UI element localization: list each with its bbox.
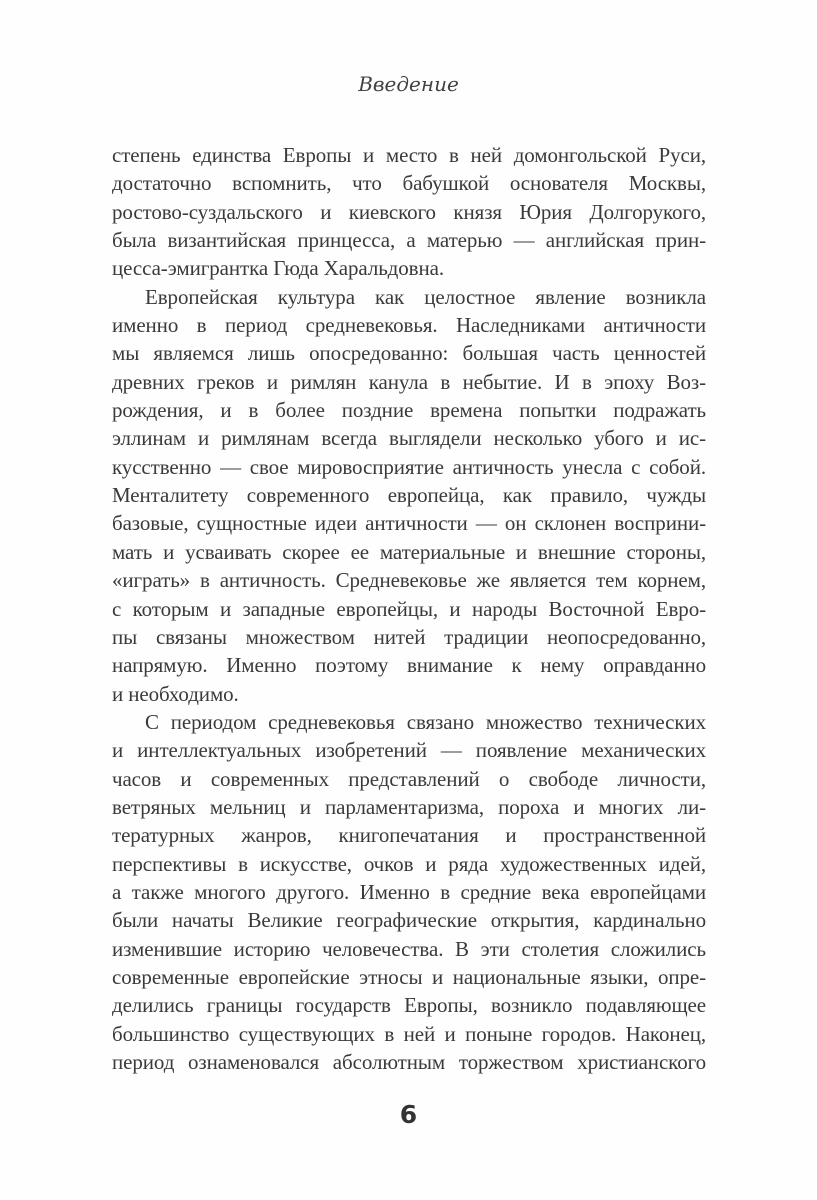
text-line: напрямую. Именно поэтому внимание к нему оправданно [112,653,706,678]
text-line: Европейская культура как целостное явление возникла [145,284,706,309]
text-line: древних греков и римлян канула в небытие. И в эпоху Воз- [112,369,706,394]
text-line: ростово-суздальского и киевского князя Юрия Долгорукого, [112,199,706,224]
text-line: тературных жанров, книгопечатания и пространственной [112,823,706,848]
text-line: большинство существующих в ней и поныне городов. Наконец, [112,1021,706,1046]
text-line: степень единства Европы и место в ней домонгольской Руси, [112,143,706,167]
text-line: были начаты Великие географические открытия, кардинально [112,908,706,933]
text-line: мать и усваивать скорее ее материальные и внешние стороны, [112,539,706,564]
text-line: делились границы государств Европы, возникло подавляющее [112,993,706,1018]
text-line: Менталитету современного европейца, как правило, чужды [112,483,706,508]
text-line: часов и современных представлений о свободе личности, [112,766,706,791]
chapter-running-header: Введение [358,72,459,96]
text-line: а также многого другого. Именно в средние века европейцами [112,879,706,904]
paragraph [112,283,706,708]
text-line: мы являемся лишь опосредованно: большая часть ценностей [112,341,706,366]
text-line: «играть» в античность. Средневековье же является тем корнем, [112,568,706,593]
text-line: цесса-эмигрантка Гюда Харальдовна. [112,256,444,281]
text-line: с которым и западные европейцы, и народы Восточной Евро- [112,596,706,621]
text-line: и необходимо. [112,681,239,706]
text-line: достаточно вспомнить, что бабушкой основателя Москвы, [112,171,706,196]
text-line: была византийская принцесса, а матерью — английская прин- [112,228,706,253]
text-line: пы связаны множеством нитей традиции неопосредованно, [112,624,706,649]
body-text-block [112,141,706,1076]
text-line: рождения, и в более поздние времена попытки подражать [112,398,706,423]
text-line: и интеллектуальных изобретений — появление механических [112,738,706,763]
text-line: С периодом средневековья связано множество технических [145,709,706,734]
text-line: изменившие историю человечества. В эти столетия сложились [112,936,706,961]
text-line: базовые, сущностные идеи античности — он склонен восприни- [112,511,706,536]
text-line: перспективы в искусстве, очков и ряда художественных идей, [112,851,706,876]
text-line: именно в период средневековья. Наследниками античности [112,313,706,338]
paragraph [112,141,706,283]
paragraph [112,708,706,1076]
text-line: кусственно — свое мировосприятие античность унесла с собой. [112,454,706,479]
text-line: современные европейские этносы и национальные языки, опре- [112,964,706,989]
text-line: период ознаменовался абсолютным торжеством христианского [112,1050,706,1074]
text-line: ветряных мельниц и парламентаризма, пороха и многих ли- [112,794,706,819]
text-line: эллинам и римлянам всегда выглядели несколько убого и ис- [112,426,706,451]
page-number: 6 [399,1100,418,1129]
